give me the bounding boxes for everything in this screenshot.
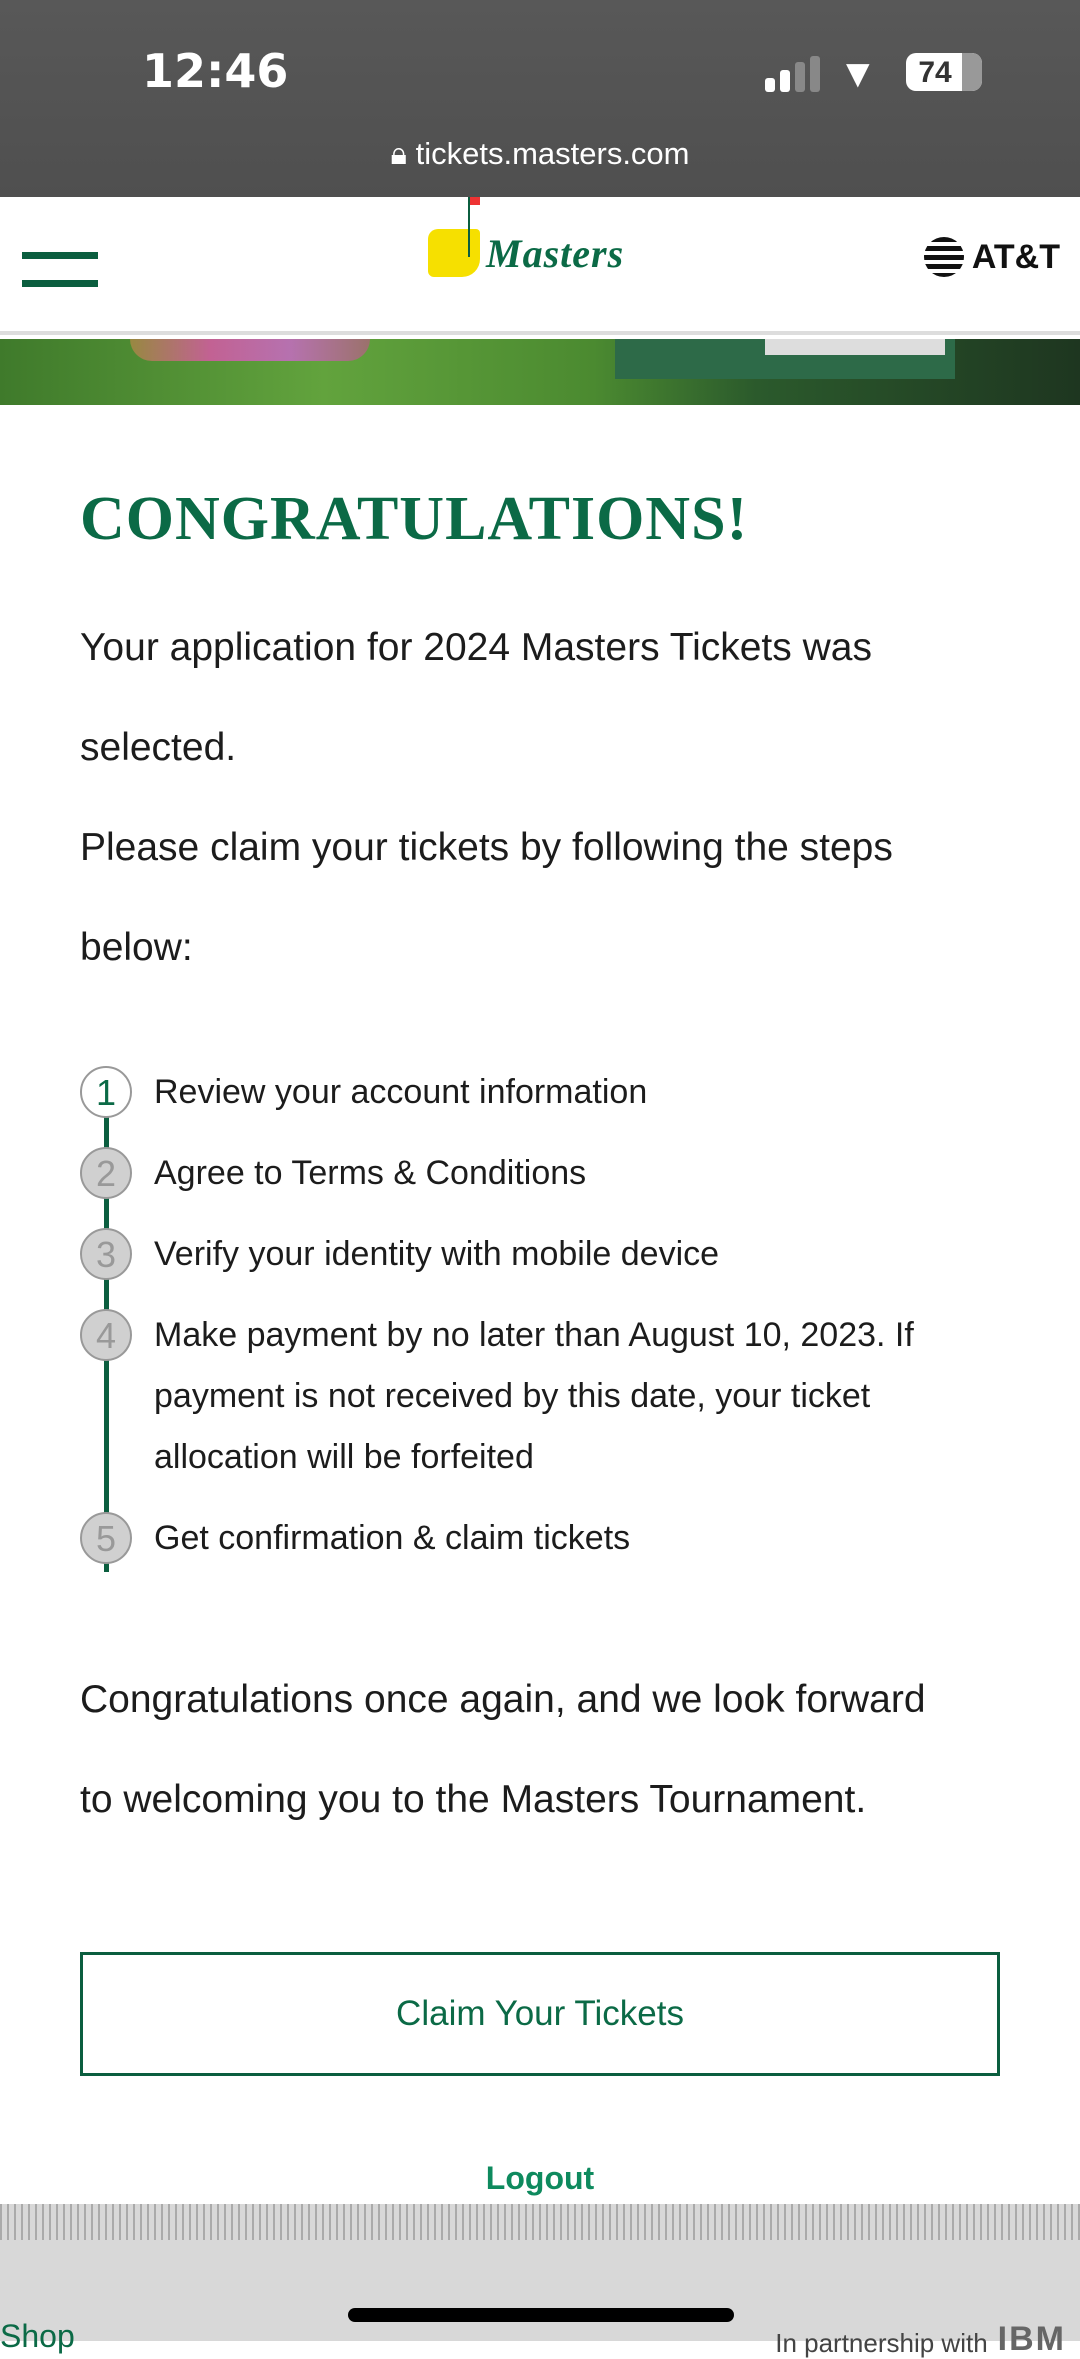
intro-line: Please claim your tickets by following the steps — [80, 826, 893, 869]
step-number: 3 — [80, 1228, 132, 1280]
claim-tickets-button[interactable]: Claim Your Tickets — [80, 1952, 1000, 2076]
status-bar — [0, 0, 1080, 197]
step-text: Make payment by no later than August 10, 2023. If payment is not received by this date, your ticket allocation will be forfeited — [154, 1316, 914, 1476]
att-globe-icon — [924, 237, 964, 277]
masters-logo[interactable] — [428, 229, 624, 277]
step-number: 4 — [80, 1309, 132, 1361]
steps-list — [80, 1062, 1040, 1589]
step-item — [80, 1224, 1040, 1285]
step-text: Get confirmation & claim tickets — [154, 1519, 631, 1557]
intro-line: selected. — [80, 726, 237, 769]
step-number: 2 — [80, 1147, 132, 1199]
address-bar[interactable] — [0, 136, 1080, 173]
battery-level: 74 — [918, 56, 952, 89]
sponsor-name: AT&T — [971, 237, 1060, 276]
augusta-map-flag-icon — [428, 229, 480, 277]
step-number: 1 — [80, 1066, 132, 1118]
step-text: Verify your identity with mobile device — [154, 1235, 720, 1273]
att-sponsor-logo[interactable] — [924, 237, 1060, 277]
home-indicator[interactable] — [348, 2308, 734, 2322]
step-item — [80, 1062, 1040, 1123]
logout-link[interactable]: Logout — [485, 2160, 595, 2196]
partnership-credit — [775, 2320, 1066, 2359]
step-number: 5 — [80, 1512, 132, 1564]
step-text: Review your account information — [154, 1073, 648, 1111]
step-item — [80, 1305, 1040, 1488]
ibm-logo: IBM — [997, 2320, 1066, 2358]
url-text: tickets.masters.com — [415, 136, 690, 171]
site-header — [0, 197, 1080, 335]
menu-icon[interactable] — [22, 252, 98, 286]
hero-image — [0, 339, 1080, 405]
step-text: Agree to Terms & Conditions — [154, 1154, 587, 1192]
intro-line: below: — [80, 926, 193, 969]
page-title: CONGRATULATIONS! — [80, 485, 749, 553]
battery-icon — [906, 53, 982, 91]
footer-divider — [0, 2204, 1080, 2240]
step-item — [80, 1143, 1040, 1204]
partnership-text: In partnership with — [775, 2328, 988, 2358]
shop-link[interactable]: Shop — [0, 2318, 75, 2354]
cellular-signal-icon — [765, 56, 823, 92]
lock-icon: 🔒︎ — [390, 136, 407, 171]
step-item — [80, 1508, 1040, 1569]
closing-line: Congratulations once again, and we look forward — [80, 1678, 926, 1721]
closing-line: to welcoming you to the Masters Tournament. — [80, 1778, 867, 1821]
logo-wordmark: Masters — [486, 231, 625, 276]
status-time: 12:46 — [142, 44, 289, 98]
wifi-icon: ▼ — [838, 52, 878, 96]
intro-line: Your application for 2024 Masters Tickets was — [80, 626, 872, 669]
